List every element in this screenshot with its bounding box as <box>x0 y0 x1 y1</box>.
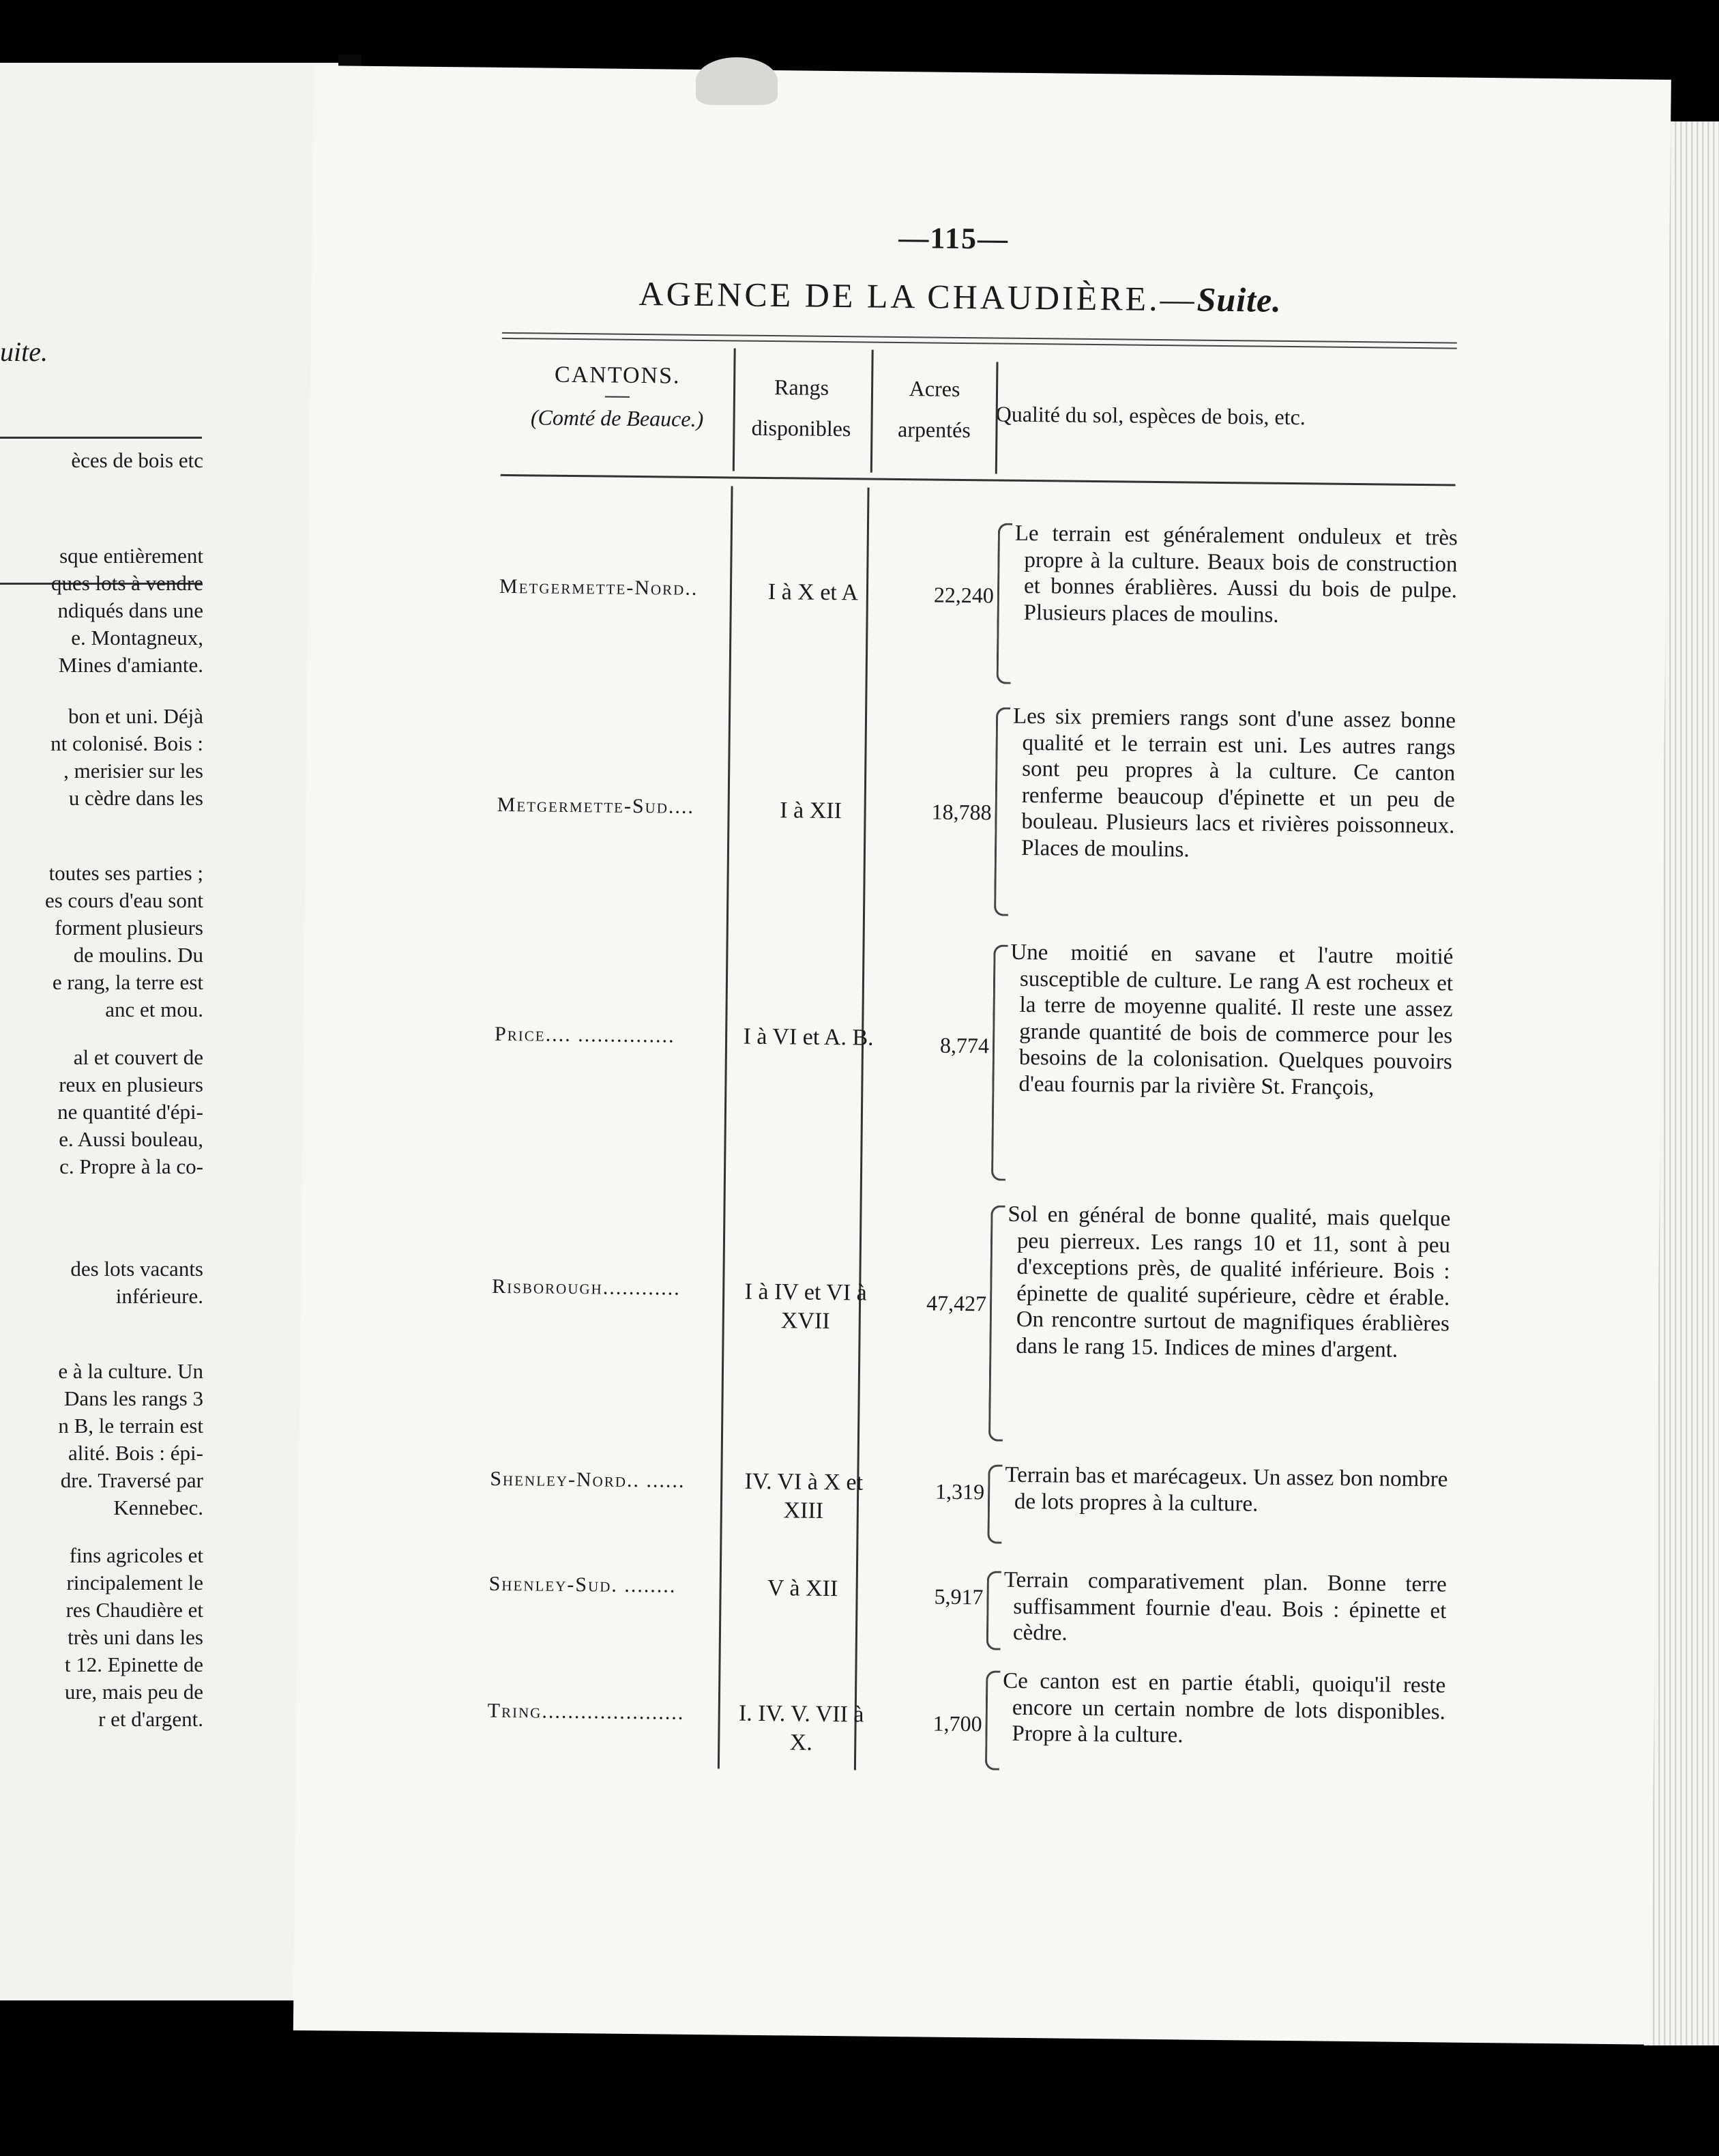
quality-description: Ce canton est en partie établi, quoiqu'il reste encore un certain nombre de lots disponibles. Propre à la culture. <box>1003 1668 1446 1748</box>
canton-name: Metgermette-Nord.. <box>499 574 699 600</box>
arpentes-label: arpentés <box>897 416 971 443</box>
acres-value: 5,917 <box>934 1584 984 1609</box>
rangs-label: Rangs <box>774 375 829 400</box>
rangs-value: V à XII <box>767 1575 838 1602</box>
cantons-label: CANTONS. <box>554 362 681 389</box>
left-page-line: ndiqués dans une <box>57 598 203 622</box>
column-header-qualite: Qualité du sol, espèces de bois, etc. <box>995 401 1306 430</box>
left-page-line: r et d'argent. <box>98 1707 203 1731</box>
left-page-line: al et couvert de <box>73 1045 203 1069</box>
left-page-line: toutes ses parties ; <box>48 861 203 885</box>
acres-value: 1,319 <box>935 1478 985 1504</box>
brace <box>988 1205 1005 1441</box>
torn-paper-mark <box>696 57 778 105</box>
canton-name: Metgermette-Sud.... <box>497 793 695 818</box>
left-page-line: Dans les rangs 3 <box>63 1386 203 1410</box>
brace <box>997 523 1012 684</box>
right-page <box>293 65 1671 2045</box>
brace <box>987 1464 1002 1543</box>
acres-value: 22,240 <box>933 582 995 608</box>
left-page-line: e. Aussi bouleau, <box>59 1127 203 1151</box>
canton-name: Risborough............ <box>492 1274 681 1300</box>
rangs-value: I. IV. V. VII à X. <box>738 1700 864 1756</box>
left-page-line: forment plusieurs <box>55 916 203 939</box>
left-page-line: e à la culture. Un <box>58 1359 203 1383</box>
left-page-line: inférieure. <box>115 1284 203 1308</box>
left-page-line: sque entièrement <box>59 544 203 568</box>
left-page-line: anc et mou. <box>105 997 203 1021</box>
left-page-line: , merisier sur les <box>63 759 203 783</box>
header-rule-bottom <box>501 474 1456 486</box>
left-page-line: dre. Traversé par <box>60 1468 203 1492</box>
disponibles-label: disponibles <box>751 415 851 441</box>
left-page-heading: uite. <box>0 336 48 367</box>
quality-description: Une moitié en savane et l'autre moitié susceptible de culture. Le rang A est rocheux et la terre de moyenne qualité. Il reste une assez grande quantité de bois de commerce pour les besoins de la colonisation. Quelques pouvoirs d'eau fournis par la rivière St. François, <box>1010 939 1454 1100</box>
header-rule-top <box>502 332 1457 349</box>
left-page-line: èces de bois etc <box>71 448 203 472</box>
title-suite: Suite. <box>1196 280 1282 319</box>
comte-label: (Comté de Beauce.) <box>530 405 704 432</box>
left-page-rule <box>0 437 202 439</box>
canton-name: Price.... ............... <box>494 1022 675 1047</box>
left-page-line: nt colonisé. Bois : <box>50 731 203 755</box>
column-header-acres <box>872 368 996 451</box>
left-page-line: fins agricoles et <box>69 1543 203 1567</box>
rangs-value: I à XII <box>780 798 842 824</box>
brace <box>994 708 1010 916</box>
brace <box>985 1670 1001 1770</box>
left-page-line: ure, mais peu de <box>64 1680 203 1704</box>
rangs-value: I à IV et VI à XVII <box>744 1279 867 1335</box>
acres-value: 47,427 <box>926 1290 987 1316</box>
acres-value: 8,774 <box>939 1032 990 1058</box>
left-page-line: n B, le terrain est <box>58 1414 203 1438</box>
rangs-value: I à VI et A. B. <box>743 1023 874 1051</box>
left-page-line: ne quantité d'épi- <box>57 1100 203 1124</box>
quality-description: Terrain comparativement plan. Bonne terre suffisamment fournie d'eau. Bois : épinette et cèdre. <box>1003 1567 1447 1646</box>
column-header-cantons <box>508 354 726 439</box>
rangs-value: IV. VI à X et XIII <box>744 1468 864 1524</box>
quality-description: Le terrain est généralement onduleux et très propre à la culture. Beaux bois de construction et bonnes érablières. Aussi du bois de pulpe. Plusieurs places de moulins. <box>1014 521 1458 628</box>
column-header-rangs <box>733 366 870 449</box>
left-page-line: reux en plusieurs <box>59 1073 203 1096</box>
quality-description: Les six premiers rangs sont d'une assez bonne qualité et le terrain est uni. Les autres rangs sont peu propres à la culture. Ce canton renferme beaucoup d'épinette et un peu de bouleau. Plusieurs lacs et rivières poissonneux. Places de moulins. <box>1012 703 1456 862</box>
left-page-line: e rang, la terre est <box>52 970 203 994</box>
canton-name: Tring...................... <box>487 1699 685 1724</box>
left-page-line: res Chaudière et <box>65 1598 203 1622</box>
canton-name: Shenley-Sud. ........ <box>488 1572 677 1597</box>
left-page-line: e. Montagneux, <box>71 626 203 650</box>
left-page-line: des lots vacants <box>70 1257 203 1281</box>
page-title <box>638 274 1282 320</box>
left-page-line: ques lots à vendre <box>51 571 203 595</box>
left-page-line: Kennebec. <box>113 1496 203 1519</box>
left-page-line: rincipalement le <box>66 1571 203 1594</box>
left-page-line: très uni dans les <box>68 1625 203 1649</box>
left-page-line: es cours d'eau sont <box>44 888 203 912</box>
left-page-line: Mines d'amiante. <box>58 653 203 677</box>
acres-value: 1,700 <box>932 1710 982 1736</box>
quality-description: Terrain bas et marécageux. Un assez bon nombre de lots propres à la culture. <box>1005 1462 1448 1517</box>
canton-name: Shenley-Nord.. ...... <box>490 1467 686 1492</box>
brace <box>991 945 1008 1181</box>
left-page-line: alité. Bois : épi- <box>68 1441 203 1465</box>
left-page-line: de moulins. Du <box>73 943 203 967</box>
left-page <box>0 63 338 2000</box>
title-main: AGENCE DE LA CHAUDIÈRE.— <box>638 274 1197 319</box>
acres-label: Acres <box>909 376 960 401</box>
quality-description: Sol en général de bonne qualité, mais quelque peu pierreux. Les rangs 10 et 11, sont à peu d'exceptions près, de qualité inférieure. Bois : épinette de qualité supérieure, cèdre et érable. On rencontre surtout de magnifiques érablières dans le rang 15. Indices de mines d'argent. <box>1008 1201 1451 1363</box>
left-page-line: t 12. Epinette de <box>64 1652 203 1676</box>
left-page-line: bon et uni. Déjà <box>68 704 203 728</box>
left-page-line: c. Propre à la co- <box>59 1154 203 1178</box>
brace <box>986 1571 1001 1650</box>
acres-value: 18,788 <box>931 799 992 825</box>
page-number: —115— <box>898 220 1010 256</box>
rangs-value: I à X et A <box>767 579 859 606</box>
left-page-line: u cèdre dans les <box>68 786 203 810</box>
